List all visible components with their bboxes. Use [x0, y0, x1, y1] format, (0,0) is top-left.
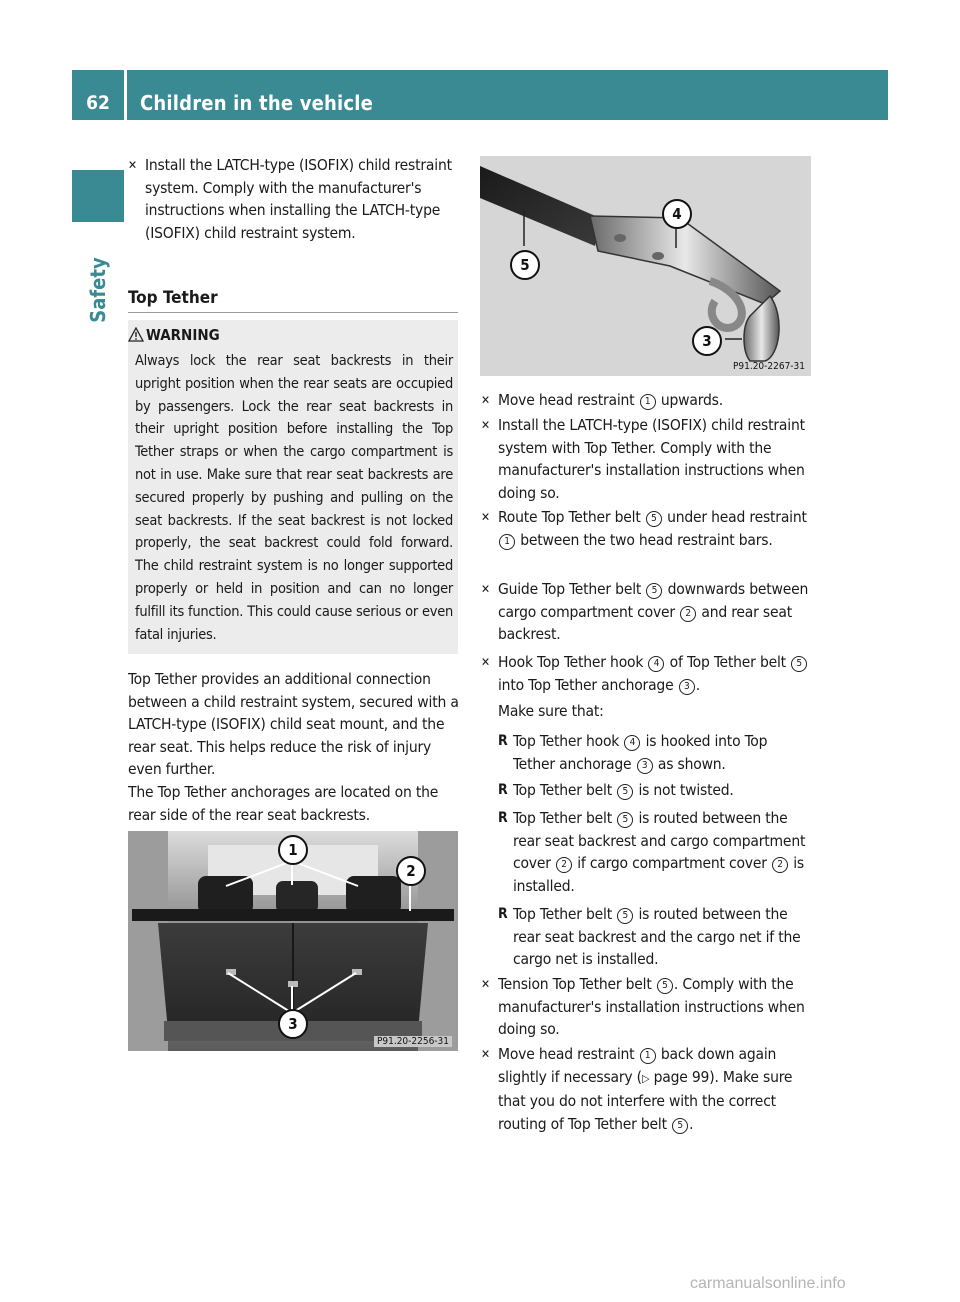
- figure-cargo-area: [128, 831, 458, 1051]
- callout-3: 3: [278, 1009, 308, 1039]
- bullet-marker: R: [498, 782, 508, 798]
- figure-tether-hook: [480, 156, 811, 376]
- bullet-marker: R: [498, 733, 508, 749]
- watermark: carmanualsonline.info: [690, 1275, 846, 1292]
- callout-4: 4: [662, 199, 692, 229]
- warning-title: WARNING: [146, 326, 220, 344]
- side-tab-block: [72, 170, 124, 222]
- page-ref-arrow-icon: ▷: [641, 1071, 650, 1085]
- warning-triangle-icon: [128, 327, 144, 342]
- callout-2: 2: [396, 856, 426, 886]
- warning-text: Always lock the rear seat backrests in their upright position when the rear seats are occupied by passengers. Lock the rear seat backrests in their upright position before installing the Top Tether straps or when the cargo compartment is not in use. Make sure that rear seat backrests are secured properly by pushing and pulling on the seat backrests. If the seat backrest is not locked properly, the seat backrest could fold forward. The child restraint system is no longer supported properly or held in position and can no longer fulfill its function. This could cause serious or even fatal injuries.: [135, 353, 453, 643]
- side-tab-label: Safety: [86, 257, 110, 323]
- step-route-belt: ✕ Route Top Tether belt 5 under head restraint 1 between the two head restraint bars.: [481, 508, 807, 549]
- step-move-head-restraint-back: ✕ Move head restraint 1 back down again slightly if necessary (▷ page 99). Make sure that you do not interfere with the correct routing of Top Tether belt 5 .: [481, 1045, 793, 1133]
- step-install-with-tether: ✕ Install the LATCH-type (ISOFIX) child restraint system with Top Tether. Comply with the manufacturer's installation instructions when doing so.: [481, 416, 805, 502]
- callout-1: 1: [278, 835, 308, 865]
- callout-5: 5: [510, 250, 540, 280]
- step-guide-belt: ✕ Guide Top Tether belt 5 downwards between cargo compartment cover 2 and rear seat backrest.: [481, 580, 809, 643]
- bullet-marker: R: [498, 906, 508, 922]
- section-title: Top Tether: [128, 288, 218, 308]
- check-belt-routed-net: R Top Tether belt 5 is routed between the rear seat backrest and the cargo net if the cargo net is installed.: [498, 905, 801, 968]
- step-marker-icon: ✕: [481, 655, 490, 669]
- page-99-link[interactable]: page 99: [653, 1067, 710, 1086]
- side-tab: [72, 230, 124, 350]
- bullet-marker: R: [498, 810, 508, 826]
- section-rule: [128, 312, 458, 313]
- paragraph-anchorage-location: The Top Tether anchorages are located on the rear side of the rear seat backrests.: [128, 783, 439, 824]
- paragraph-top-tether-intro: Top Tether provides an additional connection between a child restraint system, secured with a LATCH-type (ISOFIX) child seat mount, and the rear seat. This helps reduce the risk of injury even further.: [128, 670, 459, 778]
- step-hook-tether: ✕ Hook Top Tether hook 4 of Top Tether belt 5 into Top Tether anchorage 3 .: [481, 651, 813, 696]
- step-marker-icon: ✕: [481, 582, 490, 596]
- step-marker-icon: ✕: [481, 418, 490, 432]
- figure-code: P91.20-2256-31: [374, 1036, 452, 1047]
- figure-code-hook: P91.20-2267-31: [732, 361, 805, 372]
- step-install-latch: ✕ Install the LATCH-type (ISOFIX) child restraint system. Comply with the manufacturer's instructions when installing the LATCH-type (ISOFIX) child restraint system.: [128, 156, 452, 242]
- chapter-title: Children in the vehicle: [140, 91, 374, 115]
- page-number: 62: [86, 92, 110, 114]
- step-tension-belt: ✕ Tension Top Tether belt 5 . Comply with the manufacturer's installation instructions when doing so.: [481, 975, 805, 1038]
- step-move-head-restraint: ✕ Move head restraint 1 upwards.: [481, 389, 813, 412]
- callout-3-hook: 3: [692, 326, 722, 356]
- check-belt-routed-cover: R Top Tether belt 5 is routed between the rear seat backrest and cargo compartment cover 2 if cargo compartment cover 2 is installed.: [498, 809, 806, 895]
- make-sure-label: Make sure that:: [498, 702, 604, 720]
- header-divider: [124, 70, 127, 120]
- check-belt-not-twisted: R Top Tether belt 5 is not twisted.: [498, 779, 813, 802]
- check-hook-hooked: R Top Tether hook 4 is hooked into Top Tether anchorage 3 as shown.: [498, 732, 768, 773]
- step-marker-icon: ✕: [481, 510, 490, 524]
- step-marker-icon: ✕: [128, 158, 137, 172]
- step-marker-icon: ✕: [481, 1047, 490, 1061]
- step-marker-icon: ✕: [481, 977, 490, 991]
- step-marker-icon: ✕: [481, 393, 490, 407]
